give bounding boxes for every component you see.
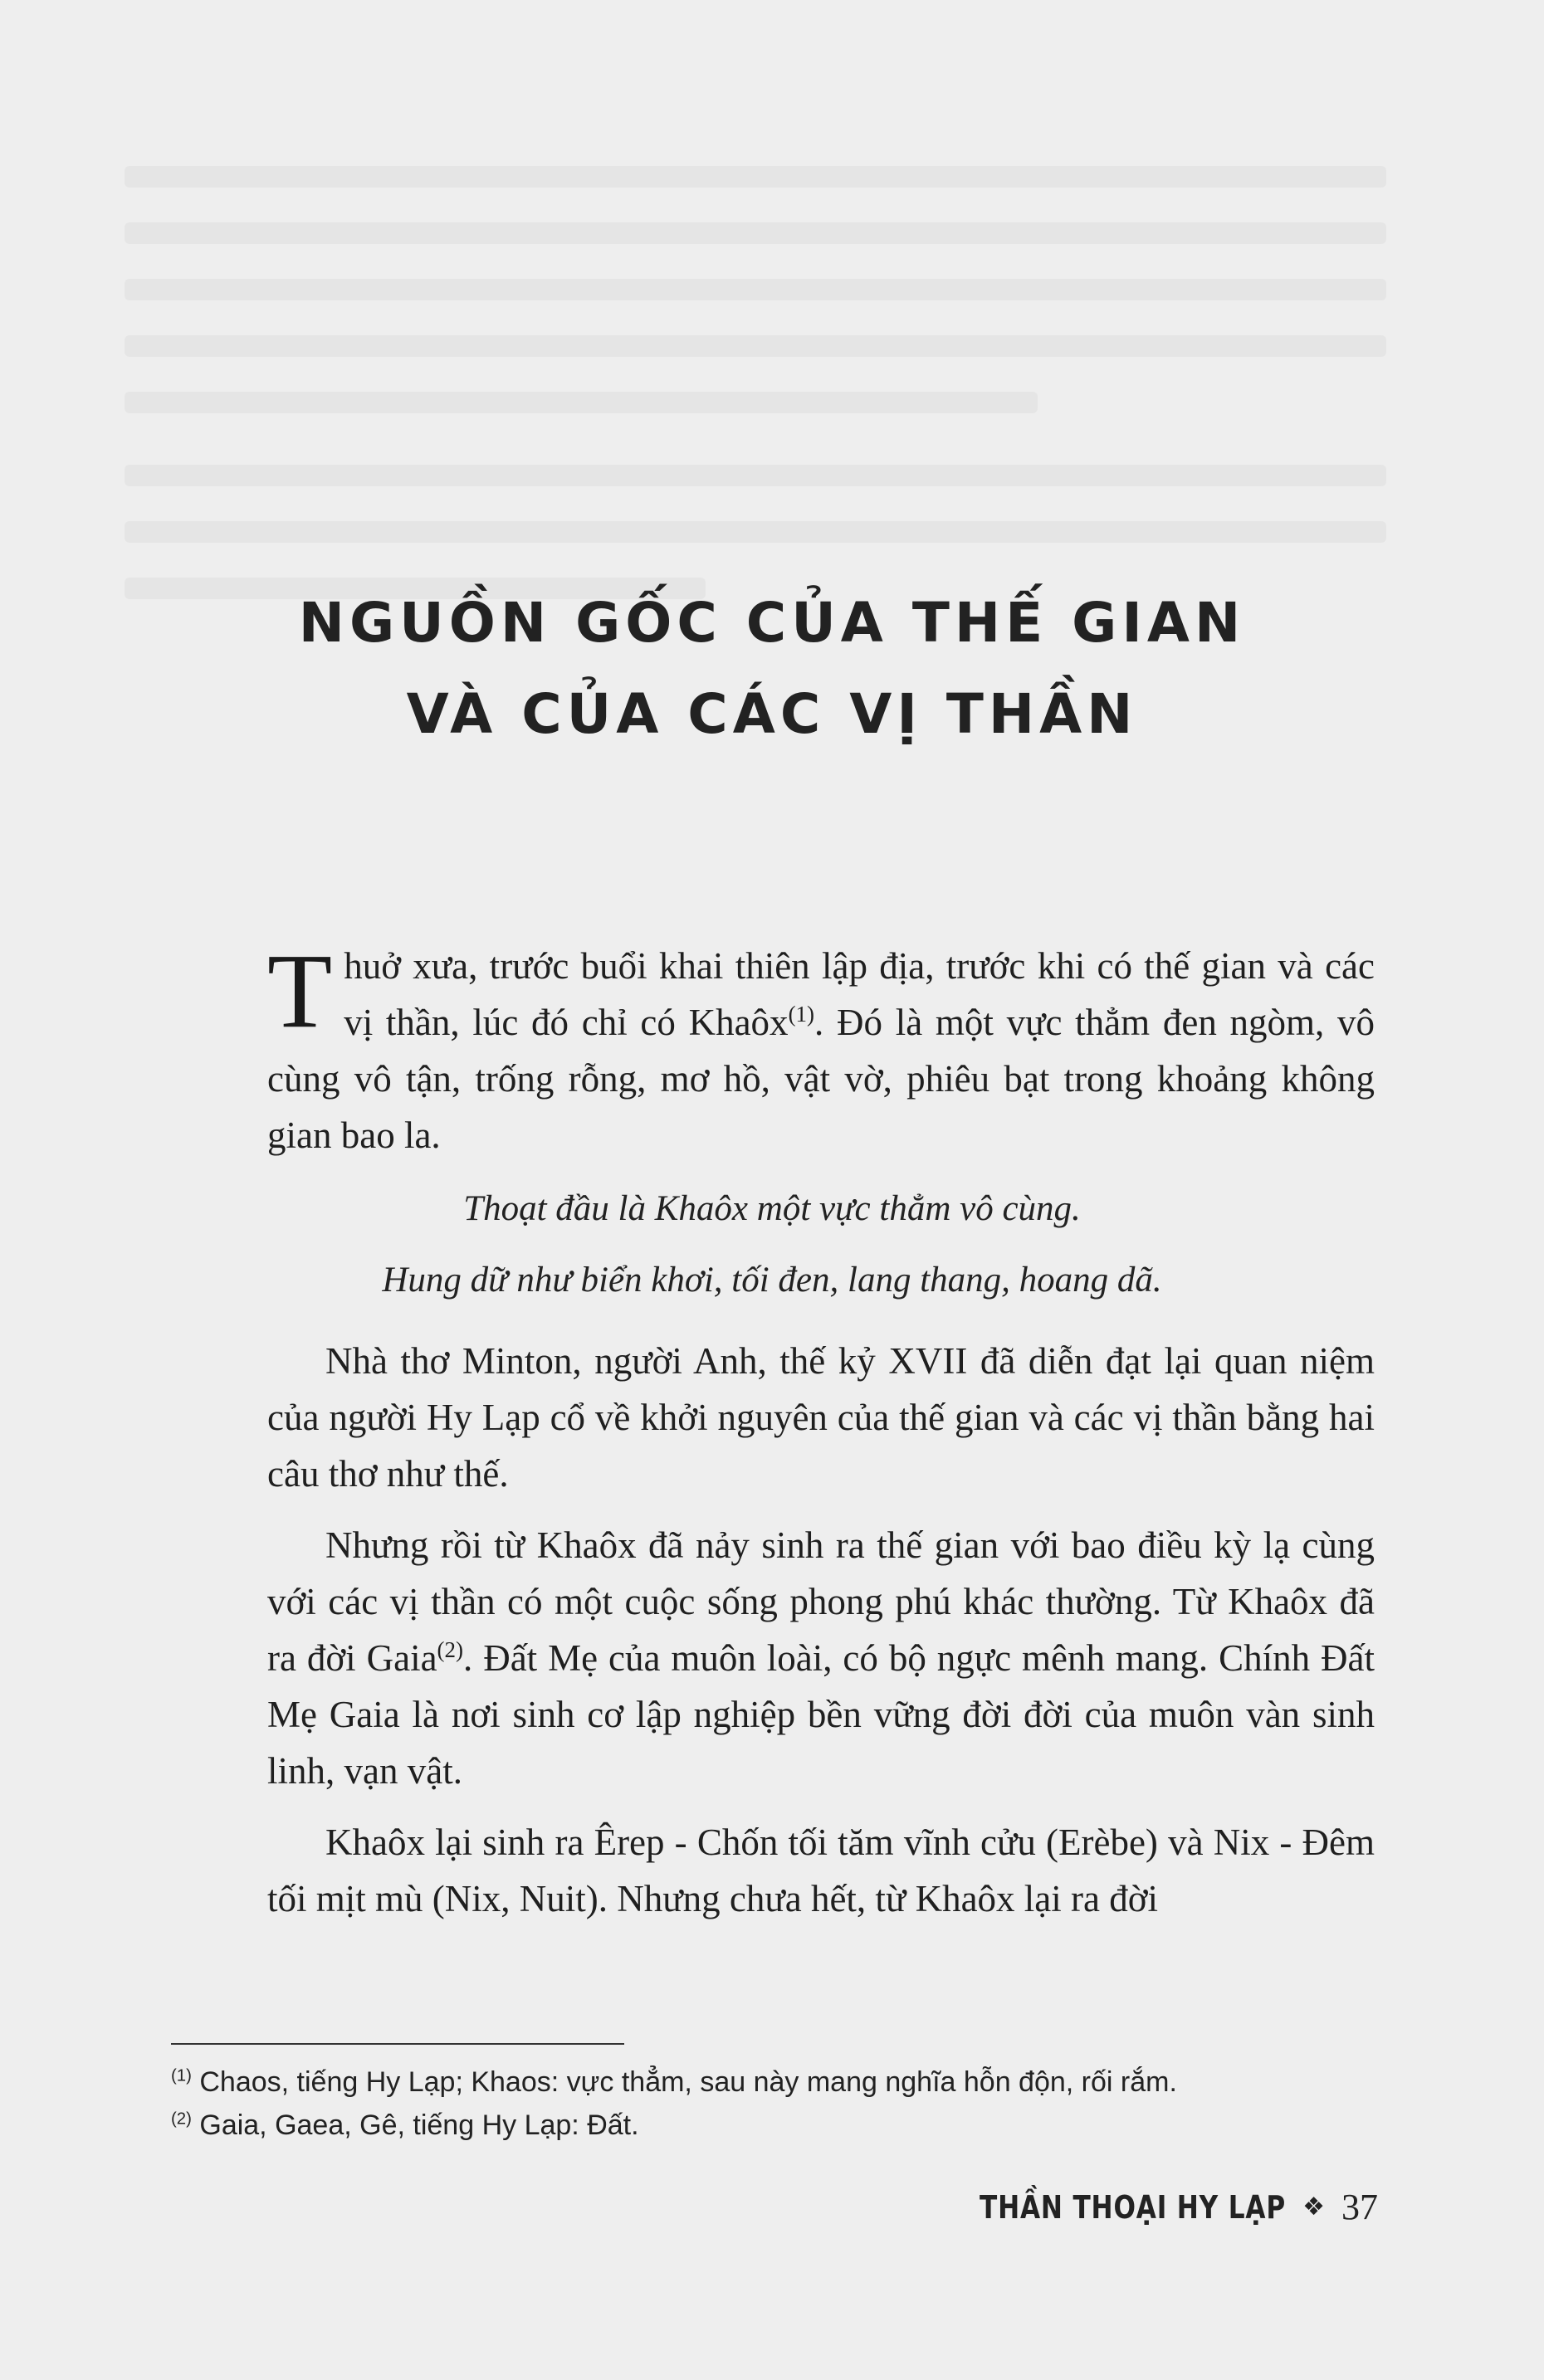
ornament-icon: ❖	[1302, 2192, 1325, 2221]
paragraph-gaia-text-1: Nhưng rồi từ Khaôx đã nảy sinh ra thế gian với bao điều kỳ lạ cùng với các vị thần có một cuộc sống phong phú khác thường. Từ Khaôx đã ra đời Gaia	[267, 1524, 1375, 1679]
chapter-title-line-1: NGUỒN GỐC CỦA THẾ GIAN	[298, 591, 1246, 655]
footnote-2	[171, 2109, 1375, 2142]
running-title: THẦN THOẠI HY LẠP	[980, 2188, 1287, 2226]
paragraph-gaia-text-2: . Đất Mẹ của muôn loài, có bộ ngực mênh mang. Chính Đất Mẹ Gaia là nơi sinh cơ lập nghiệp bền vững đời đời của muôn vàn sinh linh, vạn vật.	[267, 1637, 1375, 1792]
opening-text-2: . Đó là một vực thẳm đen ngòm, vô cùng vô tận, trống rỗng, mơ hồ, vật vờ, phiêu bạt trong khoảng không gian bao la.	[267, 1002, 1375, 1156]
footnote-1-mark: (1)	[171, 2066, 192, 2085]
footnote-1-text: Chaos, tiếng Hy Lạp; Khaos: vực thẳm, sau này mang nghĩa hỗn độn, rối rắm.	[191, 2066, 1177, 2098]
verse-line-1: Thoạt đầu là Khaôx một vực thẳm vô cùng.	[463, 1189, 1081, 1228]
paragraph-minton: Nhà thơ Minton, người Anh, thế kỷ XVII đã diễn đạt lại quan niệm của người Hy Lạp cổ về khởi nguyên của thế gian và các vị thần bằng hai câu thơ như thế.	[267, 1340, 1375, 1495]
paragraph-gaia	[267, 1517, 1375, 1799]
footnote-divider	[171, 2043, 624, 2045]
running-footer	[912, 2186, 1378, 2228]
paragraph-erebe: Khaôx lại sinh ra Êrep - Chốn tối tăm vĩnh cửu (Erèbe) và Nix - Đêm tối mịt mù (Nix, Nuit). Nhưng chưa hết, từ Khaôx lại ra đời	[267, 1822, 1375, 1919]
drop-cap: T	[267, 932, 333, 1050]
page-number: 37	[1341, 2187, 1378, 2227]
footnote-ref-1: (1)	[788, 1002, 815, 1027]
footnote-2-mark: (2)	[171, 2109, 192, 2129]
footnote-1	[171, 2066, 1375, 2099]
opening-paragraph	[267, 932, 1375, 1163]
verse-line-2: Hung dữ như biển khơi, tối đen, lang thang, hoang dã.	[382, 1261, 1162, 1300]
body-text	[267, 1333, 1375, 1927]
footnote-ref-2: (2)	[437, 1637, 464, 1662]
opening-text-1: huở xưa, trước buổi khai thiên lập địa, trước khi có thế gian và các vị thần, lúc đó chỉ có Khaôx	[344, 945, 1375, 1043]
footnote-2-text: Gaia, Gaea, Gê, tiếng Hy Lạp: Đất.	[191, 2109, 639, 2141]
chapter-title-line-2: VÀ CỦA CÁC VỊ THẦN	[406, 682, 1138, 746]
